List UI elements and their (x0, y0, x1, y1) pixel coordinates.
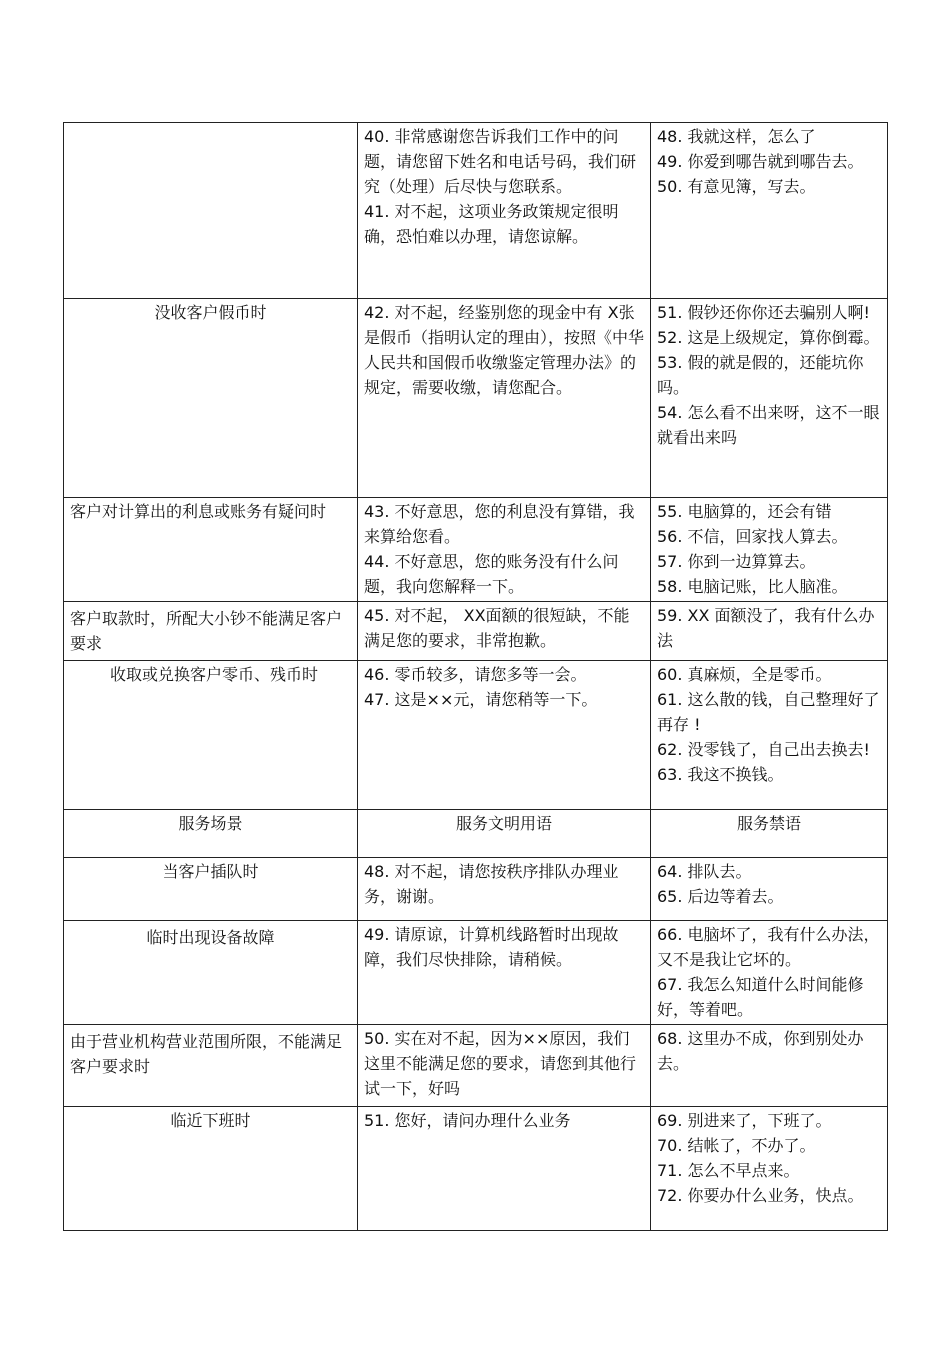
forbidden-item: 65. 后边等着去。 (657, 887, 784, 906)
header-forbidden: 服务禁语 (651, 810, 888, 858)
forbidden-item: 59. XX 面额没了，我有什么办法 (657, 606, 875, 650)
forbidden-cell (651, 661, 888, 810)
table-row (64, 602, 888, 661)
forbidden-item: 70. 结帐了，不办了。 (657, 1136, 816, 1155)
forbidden-cell (651, 921, 888, 1025)
table-row (64, 1025, 888, 1107)
forbidden-cell (651, 1025, 888, 1107)
scene-cell: 临近下班时 (64, 1107, 358, 1231)
scene-cell: 客户对计算出的利息或账务有疑问时 (64, 498, 358, 602)
polite-item: 47. 这是××元，请您稍等一下。 (364, 690, 598, 709)
polite-item: 49. 请原谅，计算机线路暂时出现故障，我们尽快排除，请稍候。 (364, 925, 619, 969)
polite-cell (358, 299, 651, 498)
forbidden-cell (651, 602, 888, 661)
forbidden-item: 71. 怎么不早点来。 (657, 1161, 800, 1180)
forbidden-item: 64. 排队去。 (657, 862, 752, 881)
table-header-row (64, 810, 888, 858)
polite-cell (358, 602, 651, 661)
polite-cell (358, 1025, 651, 1107)
scene-cell: 收取或兑换客户零币、残币时 (64, 661, 358, 810)
forbidden-item: 50. 有意见簿，写去。 (657, 177, 816, 196)
table-row (64, 299, 888, 498)
forbidden-item: 55. 电脑算的，还会有错 (657, 502, 832, 521)
forbidden-item: 51. 假钞还你你还去骗别人啊! (657, 303, 870, 322)
scene-cell: 临时出现设备故障 (64, 921, 358, 1025)
forbidden-item: 49. 你爱到哪告就到哪告去。 (657, 152, 864, 171)
polite-cell (358, 921, 651, 1025)
forbidden-item: 57. 你到一边算算去。 (657, 552, 816, 571)
table-row (64, 858, 888, 921)
polite-item: 43. 不好意思，您的利息没有算错，我来算给您看。 (364, 502, 635, 546)
polite-item: 41. 对不起，这项业务政策规定很明确，恐怕难以办理，请您谅解。 (364, 202, 619, 246)
forbidden-cell (651, 299, 888, 498)
scene-cell: 客户取款时，所配大小钞不能满足客户要求 (64, 602, 358, 661)
polite-cell (358, 123, 651, 299)
scene-cell (64, 123, 358, 299)
forbidden-item: 60. 真麻烦，全是零币。 (657, 665, 832, 684)
scene-cell: 当客户插队时 (64, 858, 358, 921)
polite-item: 40. 非常感谢您告诉我们工作中的问题，请您留下姓名和电话号码，我们研究（处理）后尽快与您联系。 (364, 127, 637, 196)
forbidden-item: 63. 我这不换钱。 (657, 765, 784, 784)
forbidden-item: 56. 不信，回家找人算去。 (657, 527, 848, 546)
forbidden-item: 66. 电脑坏了，我有什么办法，又不是我让它坏的。 (657, 925, 880, 969)
table-row (64, 921, 888, 1025)
header-scene: 服务场景 (64, 810, 358, 858)
polite-item: 42. 对不起，经鉴别您的现金中有 X张是假币（指明认定的理由），按照《中华人民共和国假币收缴鉴定管理办法》的规定，需要收缴，请您配合。 (364, 303, 645, 397)
forbidden-cell (651, 123, 888, 299)
table-row (64, 498, 888, 602)
table-row (64, 123, 888, 299)
polite-item: 46. 零币较多，请您多等一会。 (364, 665, 587, 684)
forbidden-item: 62. 没零钱了，自己出去换去! (657, 740, 870, 759)
forbidden-item: 53. 假的就是假的，还能坑你吗。 (657, 353, 864, 397)
forbidden-item: 48. 我就这样，怎么了 (657, 127, 816, 146)
polite-item: 48. 对不起，请您按秩序排队办理业务，谢谢。 (364, 862, 619, 906)
header-polite: 服务文明用语 (358, 810, 651, 858)
forbidden-item: 69. 别进来了，下班了。 (657, 1111, 832, 1130)
polite-item: 50. 实在对不起，因为××原因，我们这里不能满足您的要求，请您到其他行试一下，好吗 (364, 1029, 637, 1098)
forbidden-item: 68. 这里办不成，你到别处办去。 (657, 1029, 864, 1073)
forbidden-item: 58. 电脑记账，比人脑准。 (657, 577, 848, 596)
polite-item: 44. 不好意思，您的账务没有什么问题，我向您解释一下。 (364, 552, 619, 596)
forbidden-item: 61. 这么散的钱，自己整理好了再存 ! (657, 690, 880, 734)
polite-cell (358, 498, 651, 602)
forbidden-item: 54. 怎么看不出来呀，这不一眼就看出来吗 (657, 403, 880, 447)
forbidden-cell (651, 1107, 888, 1231)
service-language-table (63, 122, 888, 1231)
polite-cell (358, 661, 651, 810)
table-row (64, 1107, 888, 1231)
scene-cell: 没收客户假币时 (64, 299, 358, 498)
polite-cell (358, 858, 651, 921)
scene-cell: 由于营业机构营业范围所限，不能满足客户要求时 (64, 1025, 358, 1107)
polite-item: 45. 对不起， XX面额的很短缺，不能满足您的要求，非常抱歉。 (364, 606, 630, 650)
polite-cell (358, 1107, 651, 1231)
polite-item: 51. 您好，请问办理什么业务 (364, 1111, 571, 1130)
forbidden-cell (651, 858, 888, 921)
forbidden-item: 52. 这是上级规定，算你倒霉。 (657, 328, 880, 347)
forbidden-cell (651, 498, 888, 602)
table-row (64, 661, 888, 810)
forbidden-item: 67. 我怎么知道什么时间能修好，等着吧。 (657, 975, 864, 1019)
forbidden-item: 72. 你要办什么业务，快点。 (657, 1186, 864, 1205)
